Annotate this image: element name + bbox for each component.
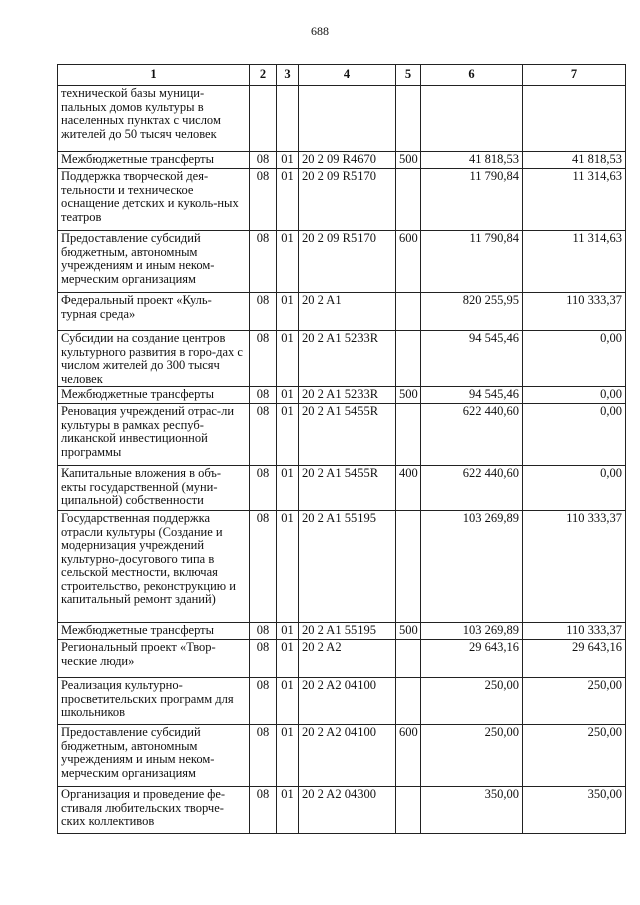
- table-row: [58, 725, 626, 787]
- row-section: 08: [250, 623, 277, 640]
- row-amount-1: 250,00: [421, 678, 523, 725]
- header-col-4: 4: [299, 65, 396, 86]
- row-amount-2: 0,00: [523, 387, 626, 404]
- row-amount-1: [421, 86, 523, 152]
- table-header-row: [58, 65, 626, 86]
- row-target-code: 20 2 A2: [299, 640, 396, 678]
- row-name: Капитальные вложения в объ-екты государственной (муни-ципальной) собственности: [58, 466, 250, 511]
- table-row: [58, 466, 626, 511]
- row-amount-1: 622 440,60: [421, 466, 523, 511]
- row-name: технической базы муници-пальных домов культуры в населенных пунктах с числом жителей до 50 тысяч человек: [58, 86, 250, 152]
- row-target-code: 20 2 A2 04300: [299, 787, 396, 834]
- row-expense-type: 600: [396, 725, 421, 787]
- row-expense-type: [396, 787, 421, 834]
- header-col-5: 5: [396, 65, 421, 86]
- row-name: Реализация культурно-просветительских программ для школьников: [58, 678, 250, 725]
- row-section: 08: [250, 331, 277, 387]
- table-row: [58, 86, 626, 152]
- row-amount-2: 250,00: [523, 678, 626, 725]
- row-expense-type: [396, 678, 421, 725]
- row-amount-1: 250,00: [421, 725, 523, 787]
- row-subsection: 01: [277, 623, 299, 640]
- row-expense-type: [396, 169, 421, 231]
- row-amount-2: 0,00: [523, 404, 626, 466]
- row-subsection: 01: [277, 640, 299, 678]
- row-target-code: 20 2 09 R4670: [299, 152, 396, 169]
- row-section: [250, 86, 277, 152]
- row-amount-1: 11 790,84: [421, 169, 523, 231]
- row-section: 08: [250, 169, 277, 231]
- table-row: [58, 331, 626, 387]
- row-subsection: 01: [277, 404, 299, 466]
- row-target-code: 20 2 A1: [299, 293, 396, 331]
- row-subsection: 01: [277, 787, 299, 834]
- table-body: [58, 86, 626, 834]
- table-row: [58, 623, 626, 640]
- row-amount-2: 110 333,37: [523, 511, 626, 623]
- row-expense-type: 500: [396, 152, 421, 169]
- row-amount-2: 0,00: [523, 466, 626, 511]
- row-amount-1: 29 643,16: [421, 640, 523, 678]
- row-expense-type: [396, 640, 421, 678]
- row-expense-type: [396, 511, 421, 623]
- row-subsection: 01: [277, 231, 299, 293]
- row-section: 08: [250, 511, 277, 623]
- table-row: [58, 404, 626, 466]
- row-amount-2: 11 314,63: [523, 169, 626, 231]
- row-section: 08: [250, 640, 277, 678]
- row-amount-1: 11 790,84: [421, 231, 523, 293]
- row-section: 08: [250, 725, 277, 787]
- row-subsection: 01: [277, 152, 299, 169]
- header-col-1: 1: [58, 65, 250, 86]
- row-subsection: 01: [277, 169, 299, 231]
- row-name: Поддержка творческой дея-тельности и техническое оснащение детских и куколь-ных театров: [58, 169, 250, 231]
- row-name: Федеральный проект «Куль-турная среда»: [58, 293, 250, 331]
- row-subsection: 01: [277, 725, 299, 787]
- row-name: Региональный проект «Твор-ческие люди»: [58, 640, 250, 678]
- row-name: Государственная поддержка отрасли культуры (Создание и модернизация учреждений культурно-досугового типа в сельской местности, включая строительство, реконструкцию и капитальный ремонт зданий): [58, 511, 250, 623]
- row-name: Субсидии на создание центров культурного развития в горо-дах с числом жителей до 300 тысяч человек: [58, 331, 250, 387]
- table-row: [58, 678, 626, 725]
- row-amount-2: 41 818,53: [523, 152, 626, 169]
- row-section: 08: [250, 293, 277, 331]
- row-subsection: [277, 86, 299, 152]
- row-name: Межбюджетные трансферты: [58, 152, 250, 169]
- row-subsection: 01: [277, 511, 299, 623]
- table-row: [58, 169, 626, 231]
- row-name: Реновация учреждений отрас-ли культуры в рамках респуб-ликанской инвестиционной программы: [58, 404, 250, 466]
- row-expense-type: [396, 86, 421, 152]
- row-target-code: [299, 86, 396, 152]
- row-amount-1: 820 255,95: [421, 293, 523, 331]
- row-name: Предоставление субсидий бюджетным, автономным учреждениям и иным неком-мерческим организациям: [58, 231, 250, 293]
- row-name: Организация и проведение фе-стиваля любительских творче-ских коллективов: [58, 787, 250, 834]
- row-name: Межбюджетные трансферты: [58, 387, 250, 404]
- row-amount-1: 622 440,60: [421, 404, 523, 466]
- row-subsection: 01: [277, 387, 299, 404]
- table-row: [58, 511, 626, 623]
- row-section: 08: [250, 678, 277, 725]
- row-amount-1: 41 818,53: [421, 152, 523, 169]
- row-subsection: 01: [277, 466, 299, 511]
- budget-table: [57, 64, 626, 834]
- header-col-2: 2: [250, 65, 277, 86]
- row-target-code: 20 2 09 R5170: [299, 169, 396, 231]
- row-section: 08: [250, 466, 277, 511]
- row-section: 08: [250, 387, 277, 404]
- table-row: [58, 152, 626, 169]
- row-amount-1: 103 269,89: [421, 511, 523, 623]
- row-target-code: 20 2 A2 04100: [299, 725, 396, 787]
- row-name: Межбюджетные трансферты: [58, 623, 250, 640]
- row-amount-2: 250,00: [523, 725, 626, 787]
- row-section: 08: [250, 404, 277, 466]
- row-expense-type: 500: [396, 387, 421, 404]
- row-target-code: 20 2 A1 55195: [299, 623, 396, 640]
- row-expense-type: [396, 293, 421, 331]
- row-name: Предоставление субсидий бюджетным, автономным учреждениям и иным неком-мерческим организациям: [58, 725, 250, 787]
- row-target-code: 20 2 A2 04100: [299, 678, 396, 725]
- row-amount-2: 350,00: [523, 787, 626, 834]
- row-target-code: 20 2 A1 5455R: [299, 404, 396, 466]
- row-amount-1: 103 269,89: [421, 623, 523, 640]
- row-subsection: 01: [277, 293, 299, 331]
- header-col-6: 6: [421, 65, 523, 86]
- table-row: [58, 640, 626, 678]
- table-row: [58, 387, 626, 404]
- page-number: 688: [311, 24, 329, 38]
- row-target-code: 20 2 09 R5170: [299, 231, 396, 293]
- row-amount-1: 94 545,46: [421, 331, 523, 387]
- row-amount-1: 350,00: [421, 787, 523, 834]
- row-expense-type: 500: [396, 623, 421, 640]
- row-section: 08: [250, 787, 277, 834]
- row-target-code: 20 2 A1 55195: [299, 511, 396, 623]
- table-row: [58, 293, 626, 331]
- row-expense-type: [396, 404, 421, 466]
- row-expense-type: 600: [396, 231, 421, 293]
- row-expense-type: [396, 331, 421, 387]
- row-target-code: 20 2 A1 5455R: [299, 466, 396, 511]
- table-row: [58, 787, 626, 834]
- header-col-3: 3: [277, 65, 299, 86]
- header-col-7: 7: [523, 65, 626, 86]
- row-section: 08: [250, 231, 277, 293]
- row-subsection: 01: [277, 678, 299, 725]
- row-subsection: 01: [277, 331, 299, 387]
- row-target-code: 20 2 A1 5233R: [299, 387, 396, 404]
- row-amount-1: 94 545,46: [421, 387, 523, 404]
- row-section: 08: [250, 152, 277, 169]
- row-amount-2: 0,00: [523, 331, 626, 387]
- row-amount-2: 110 333,37: [523, 293, 626, 331]
- row-amount-2: 29 643,16: [523, 640, 626, 678]
- row-amount-2: [523, 86, 626, 152]
- row-target-code: 20 2 A1 5233R: [299, 331, 396, 387]
- row-amount-2: 11 314,63: [523, 231, 626, 293]
- table-row: [58, 231, 626, 293]
- row-amount-2: 110 333,37: [523, 623, 626, 640]
- row-expense-type: 400: [396, 466, 421, 511]
